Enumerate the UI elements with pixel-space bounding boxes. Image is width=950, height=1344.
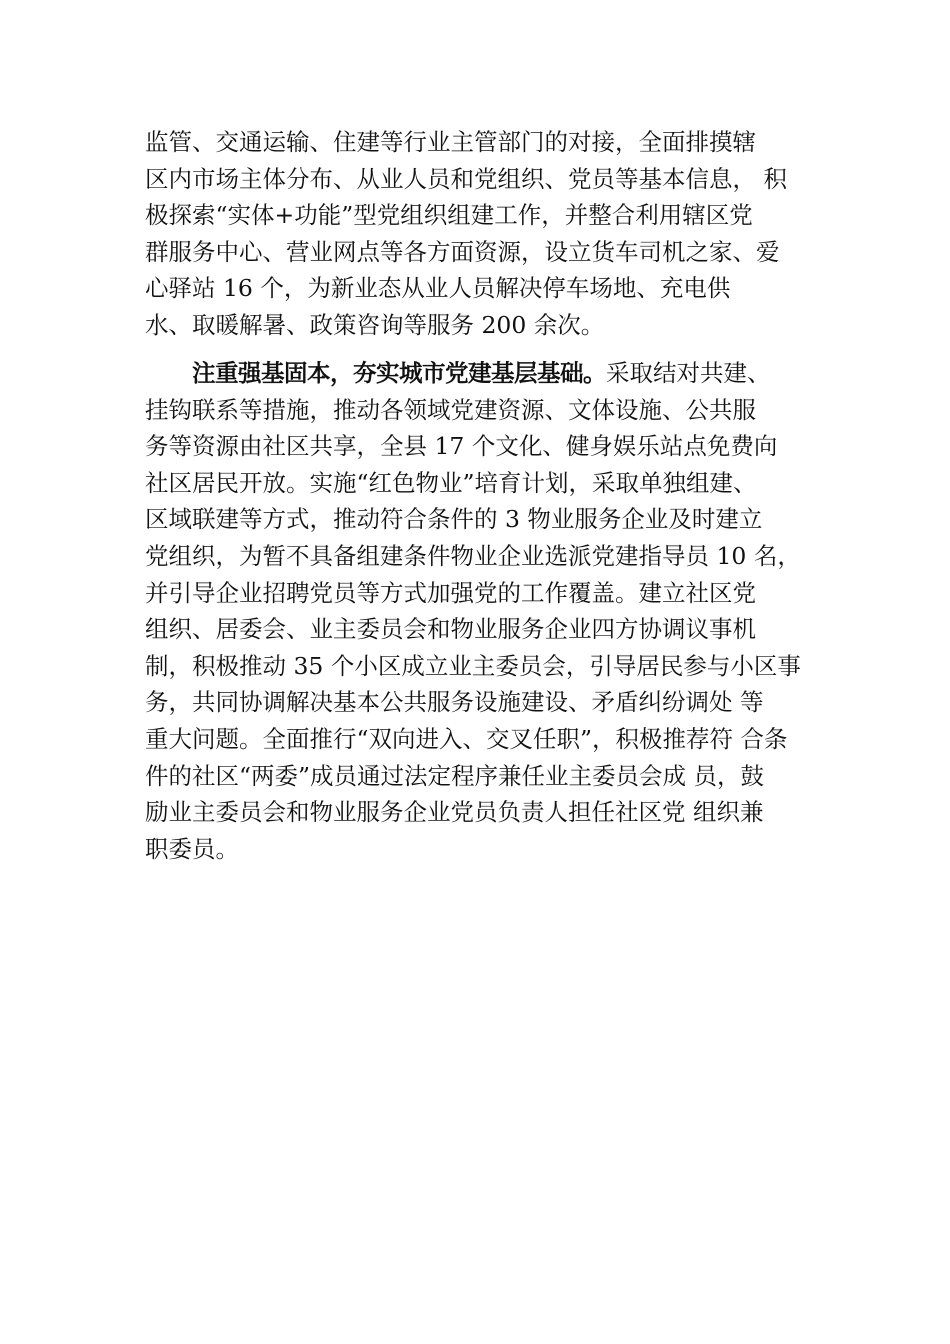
paragraph-2-line: 职委员。 bbox=[145, 834, 239, 863]
paragraph-2-line: 件的社区“两委”成员通过法定程序兼任业主委员会成 员，鼓 bbox=[145, 761, 764, 790]
paragraph-2-line: 励业主委员会和物业服务企业党员负责人担任社区党 组织兼 bbox=[145, 798, 764, 827]
paragraph-2 bbox=[145, 355, 845, 867]
paragraph-2-first-line-text: 采取结对共建、 bbox=[606, 359, 771, 387]
paragraph-2-line: 党组织，为暂不具备组建条件物业企业选派党建指导员 10 名， bbox=[145, 541, 801, 570]
paragraph-2-line: 制，积极推动 35 个小区成立业主委员会，引导居民参与小区事 bbox=[145, 651, 801, 680]
paragraph-2-line: 重大问题。全面推行“双向进入、交叉任职”，积极推荐符 合条 bbox=[145, 724, 788, 753]
paragraph-1-line: 群服务中心、营业网点等各方面资源，设立货车司机之家、爱 bbox=[145, 237, 780, 266]
paragraph-1-line: 极探索“实体+功能”型党组织组建工作，并整合利用辖区党 bbox=[145, 201, 753, 230]
paragraph-2-first-line bbox=[145, 355, 845, 392]
paragraph-heading: 注重强基固本，夯实城市党建基层基础。 bbox=[192, 359, 606, 387]
paragraph-2-line: 并引导企业招聘党员等方式加强党的工作覆盖。建立社区党 bbox=[145, 578, 756, 607]
paragraph-1-line: 监管、交通运输、住建等行业主管部门的对接，全面排摸辖 bbox=[145, 128, 756, 156]
paragraph-2-line: 务等资源由社区共享，全县 17 个文化、健身娱乐站点免费向 bbox=[145, 432, 778, 461]
paragraph-1 bbox=[145, 124, 845, 344]
paragraph-1-line: 区内市场主体分布、从业人员和党组织、党员等基本信息， 积 bbox=[145, 164, 787, 193]
paragraph-1-line: 心驿站 16 个，为新业态从业人员解决停车场地、充电供 bbox=[145, 274, 731, 303]
paragraph-2-line: 组织、居委会、业主委员会和物业服务企业四方协调议事机 bbox=[145, 615, 756, 644]
paragraph-2-line: 社区居民开放。实施“红色物业”培育计划，采取单独组建、 bbox=[145, 468, 757, 497]
paragraph-2-line: 挂钩联系等措施，推动各领域党建资源、文体设施、公共服 bbox=[145, 395, 756, 424]
paragraph-2-line: 务，共同协调解决基本公共服务设施建设、矛盾纠纷调处 等 bbox=[145, 688, 764, 717]
paragraph-2-line: 区域联建等方式，推动符合条件的 3 物业服务企业及时建立 bbox=[145, 505, 763, 534]
paragraph-1-line: 水、取暖解暑、政策咨询等服务 200 余次。 bbox=[145, 310, 605, 339]
